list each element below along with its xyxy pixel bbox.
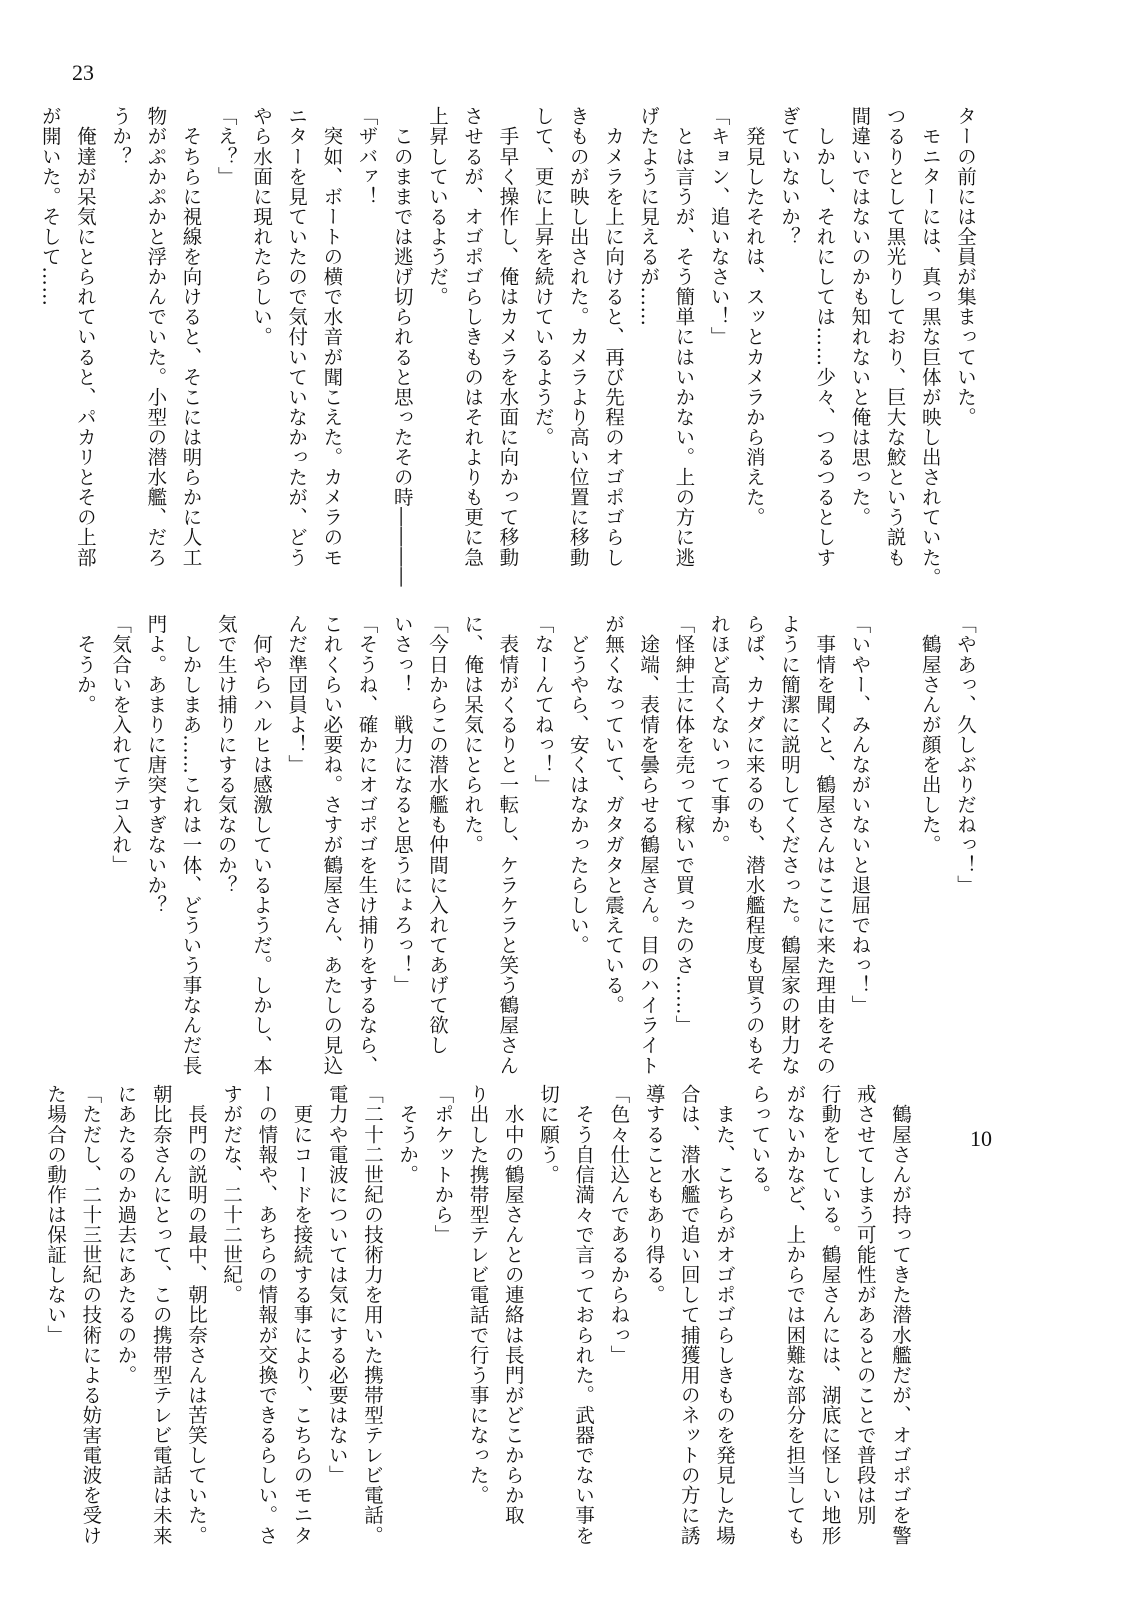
text-line: ように簡潔に説明してくださった。鶴屋家の財力な <box>777 614 801 1076</box>
text-line: どうやら、安くはなかったらしい。 <box>566 614 590 955</box>
text-line: が開いた。そして…… <box>38 106 62 307</box>
text-line: つるりとして黒光りしており、巨大な鮫という説も <box>883 106 907 568</box>
text-line: 鶴屋さんが持ってきた潜水艦だが、オゴポゴを警 <box>889 1084 912 1546</box>
text-line: このままでは逃げ切られると思ったその時―――― <box>390 106 414 588</box>
text-block-top <box>38 106 983 588</box>
text-line: 切に願う。 <box>536 1084 560 1185</box>
text-line: ーの情報や、あちらの情報が交換できるらしい。さ <box>255 1084 279 1546</box>
text-line: 「ポケットから」 <box>431 1084 455 1245</box>
text-line: 水中の鶴屋さんとの連絡は長門がどこからか取 <box>501 1084 525 1526</box>
text-line: 「怪紳士に体を売って稼いで買ったのさ……」 <box>672 614 696 1036</box>
text-line: やら水面に現れたらしい。 <box>249 106 273 347</box>
text-line: 気で生け捕りにする気なのか？ <box>214 614 238 895</box>
text-line: 途端、表情を曇らせる鶴屋さん。目のハイライト <box>637 614 661 1076</box>
page-number-bottom: 10 <box>970 1126 992 1151</box>
text-line: 「二十二世紀の技術力を用いた携帯型テレビ電話。 <box>360 1084 384 1546</box>
text-line: れほど高くないって事か。 <box>707 614 731 855</box>
text-line: 「なーんてねっ！」 <box>531 614 555 795</box>
text-line: ターの前には全員が集まっていた。 <box>954 106 977 427</box>
text-line: 「ザバァ！ <box>355 106 379 207</box>
text-line: きものが映し出された。カメラより高い位置に移動 <box>566 106 590 568</box>
text-line: らっている。 <box>748 1084 772 1205</box>
text-line: 「そうね、確かにオゴポゴを生け捕りをするなら、 <box>355 614 379 1076</box>
text-line: ニターを見ていたので気付いていなかったが、どう <box>285 106 309 568</box>
text-line: 「キョン、追いなさい！」 <box>707 106 731 347</box>
text-line: モニターには、真っ黒な巨体が映し出されていた。 <box>918 106 942 588</box>
text-line: 事情を聞くと、鶴屋さんはここに来た理由をその <box>813 614 837 1076</box>
text-line: 何やらハルヒは感激しているようだ。しかし、本 <box>249 614 273 1076</box>
text-line: 門よ。あまりに唐突すぎないか？ <box>144 614 168 915</box>
text-line: 「え？」 <box>214 106 238 187</box>
text-line: そう自信満々で言っておられた。武器でない事を <box>572 1084 596 1546</box>
text-line: 「今日からこの潜水艦も仲間に入れてあげて欲し <box>425 614 449 1056</box>
text-line: 「やあっ、久しぶりだねっ！」 <box>954 614 977 895</box>
text-line: 俺達が呆気にとられていると、パカリとその上部 <box>73 106 97 568</box>
text-line: 戒させてしまう可能性があるとのことで普段は別 <box>853 1084 877 1526</box>
text-line: 表情がくるりと一転し、ケラケラと笑う鶴屋さん <box>496 614 520 1076</box>
text-line: うか？ <box>109 106 133 167</box>
text-line: とは言うが、そう簡単にはいかない。上の方に逃 <box>672 106 696 568</box>
text-line: また、こちらがオゴポゴらしきものを発見した場 <box>712 1084 736 1546</box>
text-line: しかしまあ……これは一体、どういう事なんだ長 <box>179 614 203 1076</box>
text-line: して、更に上昇を続けているようだ。 <box>531 106 555 447</box>
text-line: しかし、それにしては……少々、つるつるとしす <box>813 106 837 568</box>
text-line: そうか。 <box>73 614 97 715</box>
text-line: 「いやー、みんながいないと退屈でねっ！」 <box>848 614 872 1015</box>
text-line: 合は、潜水艦で追い回して捕獲用のネットの方に誘 <box>677 1084 701 1546</box>
text-line: り出した携帯型テレビ電話で行う事になった。 <box>466 1084 490 1506</box>
text-line: 上昇しているようだ。 <box>425 106 449 307</box>
text-line: カメラを上に向けると、再び先程のオゴポゴらし <box>601 106 625 568</box>
text-line: がないかなど、上からでは困難な部分を担当しても <box>783 1084 807 1546</box>
text-line: そちらに視線を向けると、そこには明らかに人工 <box>179 106 203 568</box>
page-number-top: 23 <box>72 60 94 85</box>
text-line: にあたるのか過去にあたるのか。 <box>114 1084 138 1385</box>
text-line: 朝比奈さんにとって、この携帯型テレビ電話は未来 <box>149 1084 173 1546</box>
text-line: させるが、オゴポゴらしきものはそれよりも更に急 <box>461 106 485 568</box>
text-line: げたように見えるが…… <box>637 106 661 327</box>
text-line: 「気合いを入れてテコ入れ」 <box>109 614 133 875</box>
text-line: 鶴屋さんが顔を出した。 <box>918 614 942 855</box>
text-line: そうか。 <box>396 1084 420 1185</box>
text-line: らば、カナダに来るのも、潜水艦程度も買うのもそ <box>742 614 766 1076</box>
text-line <box>877 614 912 1084</box>
text-line: が無くなっていて、ガタガタと震えている。 <box>601 614 625 1015</box>
text-line: 導することもあり得る。 <box>642 1084 666 1305</box>
text-block-bottom <box>44 1084 918 1554</box>
text-line: に、俺は呆気にとられた。 <box>461 614 485 855</box>
text-line: 更にコードを接続する事により、こちらのモニタ <box>290 1084 314 1546</box>
text-line: 手早く操作し、俺はカメラを水面に向かって移動 <box>496 106 520 568</box>
text-line: 物がぷかぷかと浮かんでいた。小型の潜水艦、だろ <box>144 106 168 568</box>
text-line: いさっ！ 戦力になると思うにょろっ！」 <box>390 614 414 995</box>
text-block-middle <box>73 614 983 1084</box>
text-line: 間違いではないのかも知れないと俺は思った。 <box>848 106 872 528</box>
text-line: 長門の説明の最中、朝比奈さんは苦笑していた。 <box>184 1084 208 1546</box>
text-line: ぎていないか？ <box>777 106 801 247</box>
text-line: 発見したそれは、スッとカメラから消えた。 <box>742 106 766 528</box>
text-line: 「ただし、二十三世紀の技術による妨害電波を受け <box>79 1084 103 1546</box>
text-line: すがだな、二十二世紀。 <box>220 1084 244 1305</box>
text-line: 突如、ボートの横で水音が聞こえた。カメラのモ <box>320 106 344 568</box>
text-line: 行動をしている。鶴屋さんには、湖底に怪しい地形 <box>818 1084 842 1546</box>
text-line: た場合の動作は保証しない」 <box>44 1084 68 1345</box>
text-line: 「色々仕込んであるからねっ」 <box>607 1084 631 1365</box>
text-line: んだ準団員よ！」 <box>285 614 309 775</box>
text-line: これくらい必要ね。さすが鶴屋さん、あたしの見込 <box>320 614 344 1076</box>
text-line: 電力や電波については気にする必要はない」 <box>325 1084 349 1485</box>
